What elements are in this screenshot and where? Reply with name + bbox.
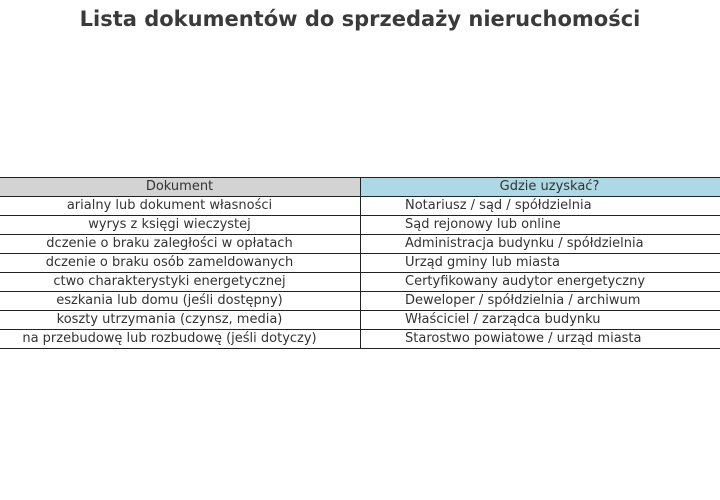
table-row	[0, 254, 720, 273]
table-header-row	[0, 178, 720, 197]
cell-where: Certyfikowany audytor energetyczny	[361, 273, 720, 292]
table-row	[0, 292, 720, 311]
cell-document-text: wyrys z księgi wieczystej	[88, 217, 251, 232]
cell-where: Starostwo powiatowe / urząd miasta	[361, 330, 720, 349]
cell-document	[0, 235, 361, 254]
cell-where: Notariusz / sąd / spółdzielnia	[361, 197, 720, 216]
table-row	[0, 197, 720, 216]
cell-document-text: arialny lub dokument własności	[66, 198, 273, 213]
table-row	[0, 311, 720, 330]
documents-table	[0, 177, 720, 349]
cell-document-text: ctwo charakterystyki energetycznej	[53, 274, 286, 289]
table-row	[0, 330, 720, 349]
cell-document-text: dczenie o braku zaległości w opłatach	[46, 236, 293, 251]
chart-title: Lista dokumentów do sprzedaży nieruchomości	[79, 7, 641, 31]
cell-where: Deweloper / spółdzielnia / archiwum	[361, 292, 720, 311]
cell-where: Właściciel / zarządca budynku	[361, 311, 720, 330]
column-header-where: Gdzie uzyskać?	[361, 178, 720, 197]
cell-document	[0, 292, 361, 311]
cell-document	[0, 197, 361, 216]
cell-document	[0, 330, 361, 349]
cell-document	[0, 311, 361, 330]
cell-document-text: eszkania lub domu (jeśli dostępny)	[56, 293, 283, 308]
cell-document	[0, 216, 361, 235]
cell-where: Administracja budynku / spółdzielnia	[361, 235, 720, 254]
cell-document	[0, 273, 361, 292]
table-body	[0, 197, 720, 349]
table-row	[0, 273, 720, 292]
cell-where: Urząd gminy lub miasta	[361, 254, 720, 273]
cell-where: Sąd rejonowy lub online	[361, 216, 720, 235]
cell-document-text: dczenie o braku osób zameldowanych	[45, 255, 294, 270]
column-header-document: Dokument	[0, 178, 361, 197]
cell-document-text: koszty utrzymania (czynsz, media)	[56, 312, 283, 327]
cell-document	[0, 254, 361, 273]
table-row	[0, 235, 720, 254]
table-row	[0, 216, 720, 235]
cell-document-text: na przebudowę lub rozbudowę (jeśli dotyczy)	[22, 331, 317, 346]
